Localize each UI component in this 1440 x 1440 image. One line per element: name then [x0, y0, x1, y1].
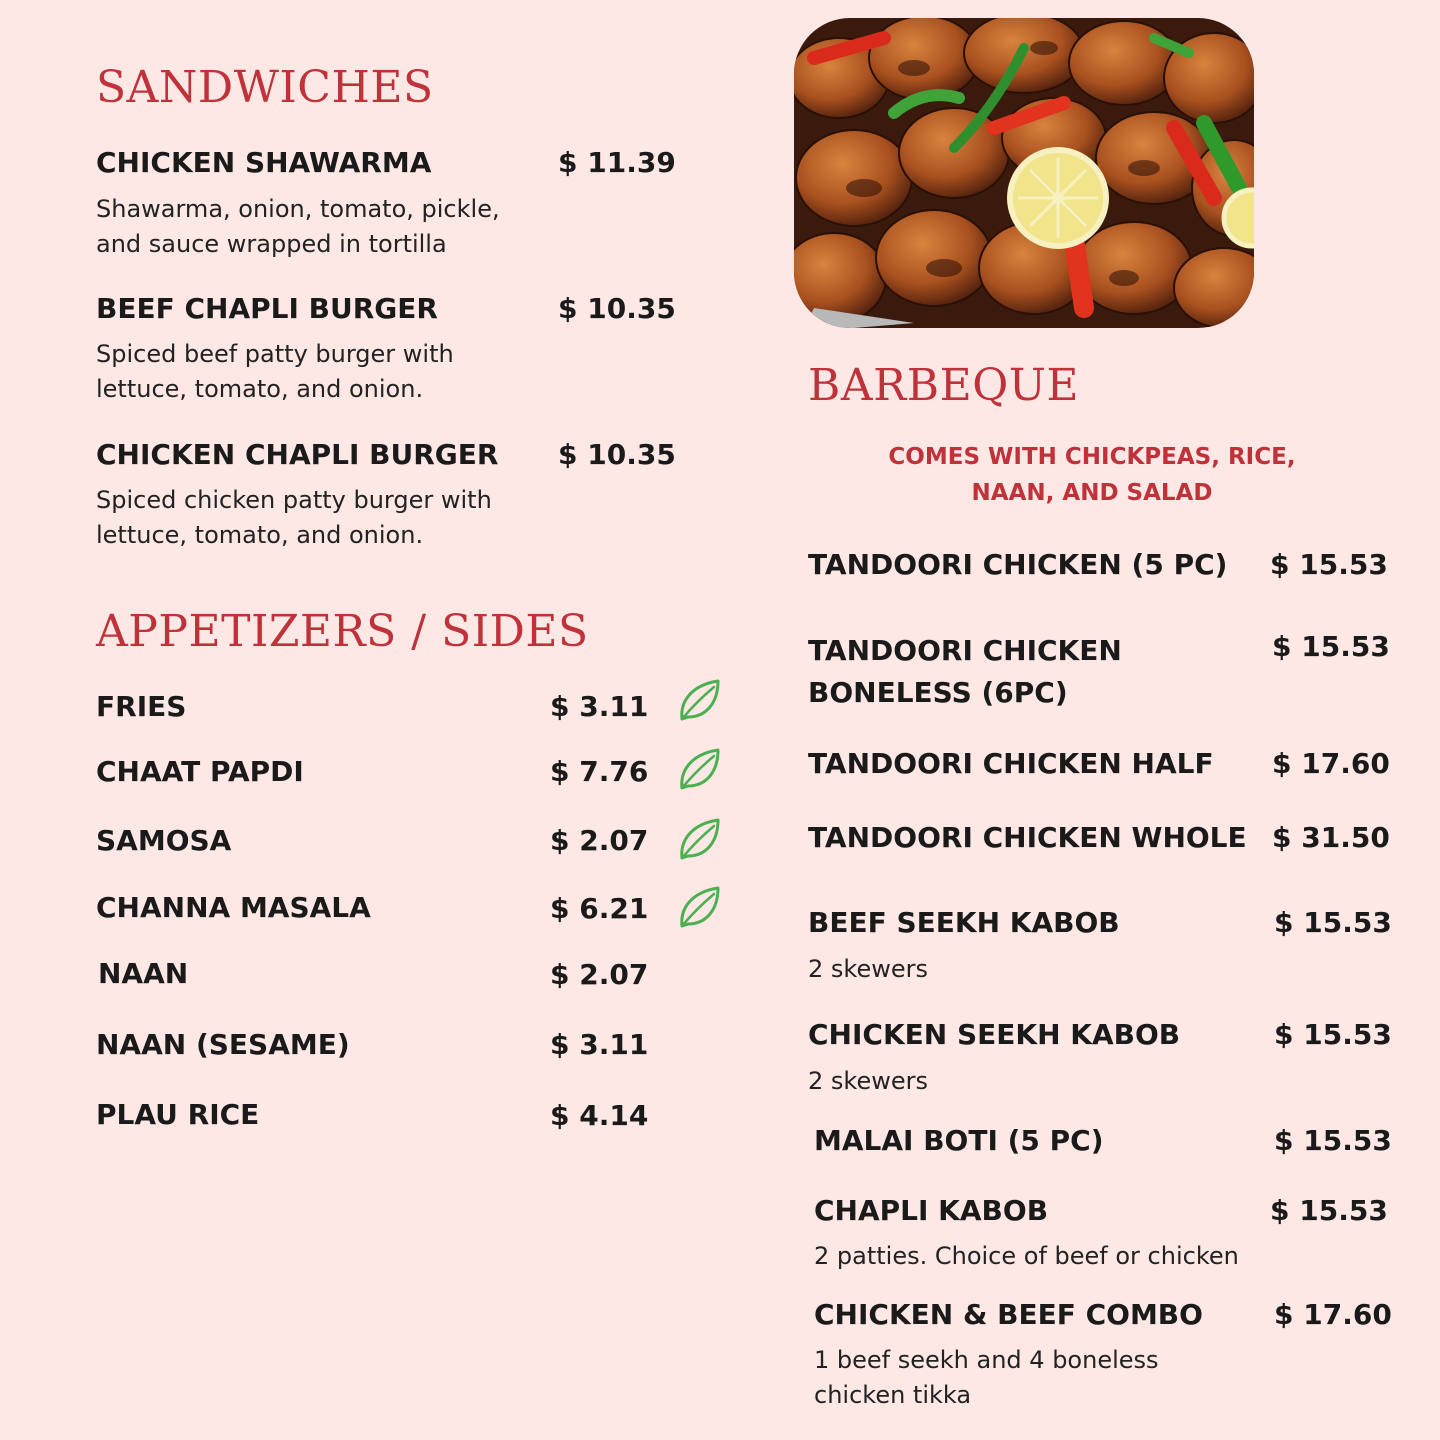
- barbeque-item-price: $ 15.53: [1270, 548, 1388, 581]
- appetizer-price: $ 6.21: [550, 892, 649, 925]
- sandwich-price: $ 10.35: [558, 292, 676, 325]
- appetizer-name: SAMOSA: [96, 824, 232, 857]
- barbeque-item-name: BEEF SEEKH KABOB: [808, 906, 1120, 939]
- leaf-icon: [676, 816, 722, 862]
- appetizer-name: PLAU RICE: [96, 1098, 260, 1131]
- description-line: lettuce, tomato, and onion.: [96, 520, 424, 549]
- barbeque-note: [812, 440, 1372, 511]
- description-line: 1 beef seekh and 4 boneless: [814, 1346, 1159, 1374]
- item-name-line: BONELESS (6PC): [808, 676, 1068, 709]
- appetizer-price: $ 2.07: [550, 958, 649, 991]
- barbeque-item-price: $ 15.53: [1274, 1018, 1392, 1051]
- sandwich-price: $ 11.39: [558, 146, 676, 179]
- barbeque-item-description: 2 skewers: [808, 1067, 928, 1095]
- appetizer-name: NAAN (SESAME): [96, 1028, 350, 1061]
- appetizer-price: $ 2.07: [550, 824, 649, 857]
- barbeque-item-price: $ 15.53: [1272, 630, 1390, 663]
- sandwich-name: CHICKEN SHAWARMA: [96, 146, 432, 179]
- appetizer-name: NAAN: [98, 957, 189, 990]
- barbeque-item-name: TANDOORI CHICKEN HALF: [808, 747, 1214, 780]
- barbeque-item-price: $ 17.60: [1274, 1298, 1392, 1331]
- barbeque-item-description: 2 patties. Choice of beef or chicken: [814, 1242, 1239, 1270]
- appetizer-price: $ 4.14: [550, 1099, 649, 1132]
- appetizers-heading: APPETIZERS / SIDES: [96, 606, 589, 657]
- barbeque-item-description: [814, 1343, 1159, 1413]
- food-photo: [794, 18, 1254, 328]
- barbeque-item-name: [808, 630, 1122, 714]
- description-line: Spiced beef patty burger with: [96, 340, 454, 368]
- appetizer-name: CHAAT PAPDI: [96, 755, 304, 788]
- leaf-icon: [676, 746, 722, 792]
- appetizer-name: FRIES: [96, 690, 187, 723]
- sandwich-description: [96, 192, 500, 262]
- sandwich-description: [96, 337, 454, 407]
- barbeque-item-name: TANDOORI CHICKEN WHOLE: [808, 821, 1247, 854]
- barbeque-item-name: CHICKEN SEEKH KABOB: [808, 1018, 1181, 1051]
- sandwich-name: BEEF CHAPLI BURGER: [96, 292, 438, 325]
- description-line: Shawarma, onion, tomato, pickle,: [96, 195, 500, 223]
- barbeque-item-price: $ 31.50: [1272, 821, 1390, 854]
- appetizer-name: CHANNA MASALA: [96, 891, 371, 924]
- appetizer-price: $ 7.76: [550, 755, 649, 788]
- sandwich-description: [96, 483, 492, 553]
- description-line: and sauce wrapped in tortilla: [96, 229, 447, 258]
- barbeque-item-name: TANDOORI CHICKEN (5 PC): [808, 548, 1228, 581]
- sandwich-name: CHICKEN CHAPLI BURGER: [96, 438, 499, 471]
- barbeque-item-price: $ 15.53: [1274, 1124, 1392, 1157]
- barbeque-item-name: CHICKEN & BEEF COMBO: [814, 1298, 1203, 1331]
- description-line: chicken tikka: [814, 1380, 972, 1409]
- sandwich-price: $ 10.35: [558, 438, 676, 471]
- note-line: NAAN, AND SALAD: [971, 479, 1213, 506]
- barbeque-item-name: CHAPLI KABOB: [814, 1194, 1049, 1227]
- barbeque-item-price: $ 15.53: [1270, 1194, 1388, 1227]
- barbeque-item-name: MALAI BOTI (5 PC): [814, 1124, 1104, 1157]
- barbeque-item-price: $ 17.60: [1272, 747, 1390, 780]
- leaf-icon: [676, 677, 722, 723]
- appetizer-price: $ 3.11: [550, 1028, 649, 1061]
- leaf-icon: [676, 884, 722, 930]
- barbeque-item-description: 2 skewers: [808, 955, 928, 983]
- appetizer-price: $ 3.11: [550, 690, 649, 723]
- item-name-line: TANDOORI CHICKEN: [808, 634, 1122, 667]
- sandwiches-heading: SANDWICHES: [96, 62, 434, 113]
- barbeque-heading: BARBEQUE: [808, 360, 1079, 411]
- description-line: lettuce, tomato, and onion.: [96, 374, 424, 403]
- barbeque-item-price: $ 15.53: [1274, 906, 1392, 939]
- note-line: COMES WITH CHICKPEAS, RICE,: [888, 444, 1296, 470]
- description-line: Spiced chicken patty burger with: [96, 486, 492, 514]
